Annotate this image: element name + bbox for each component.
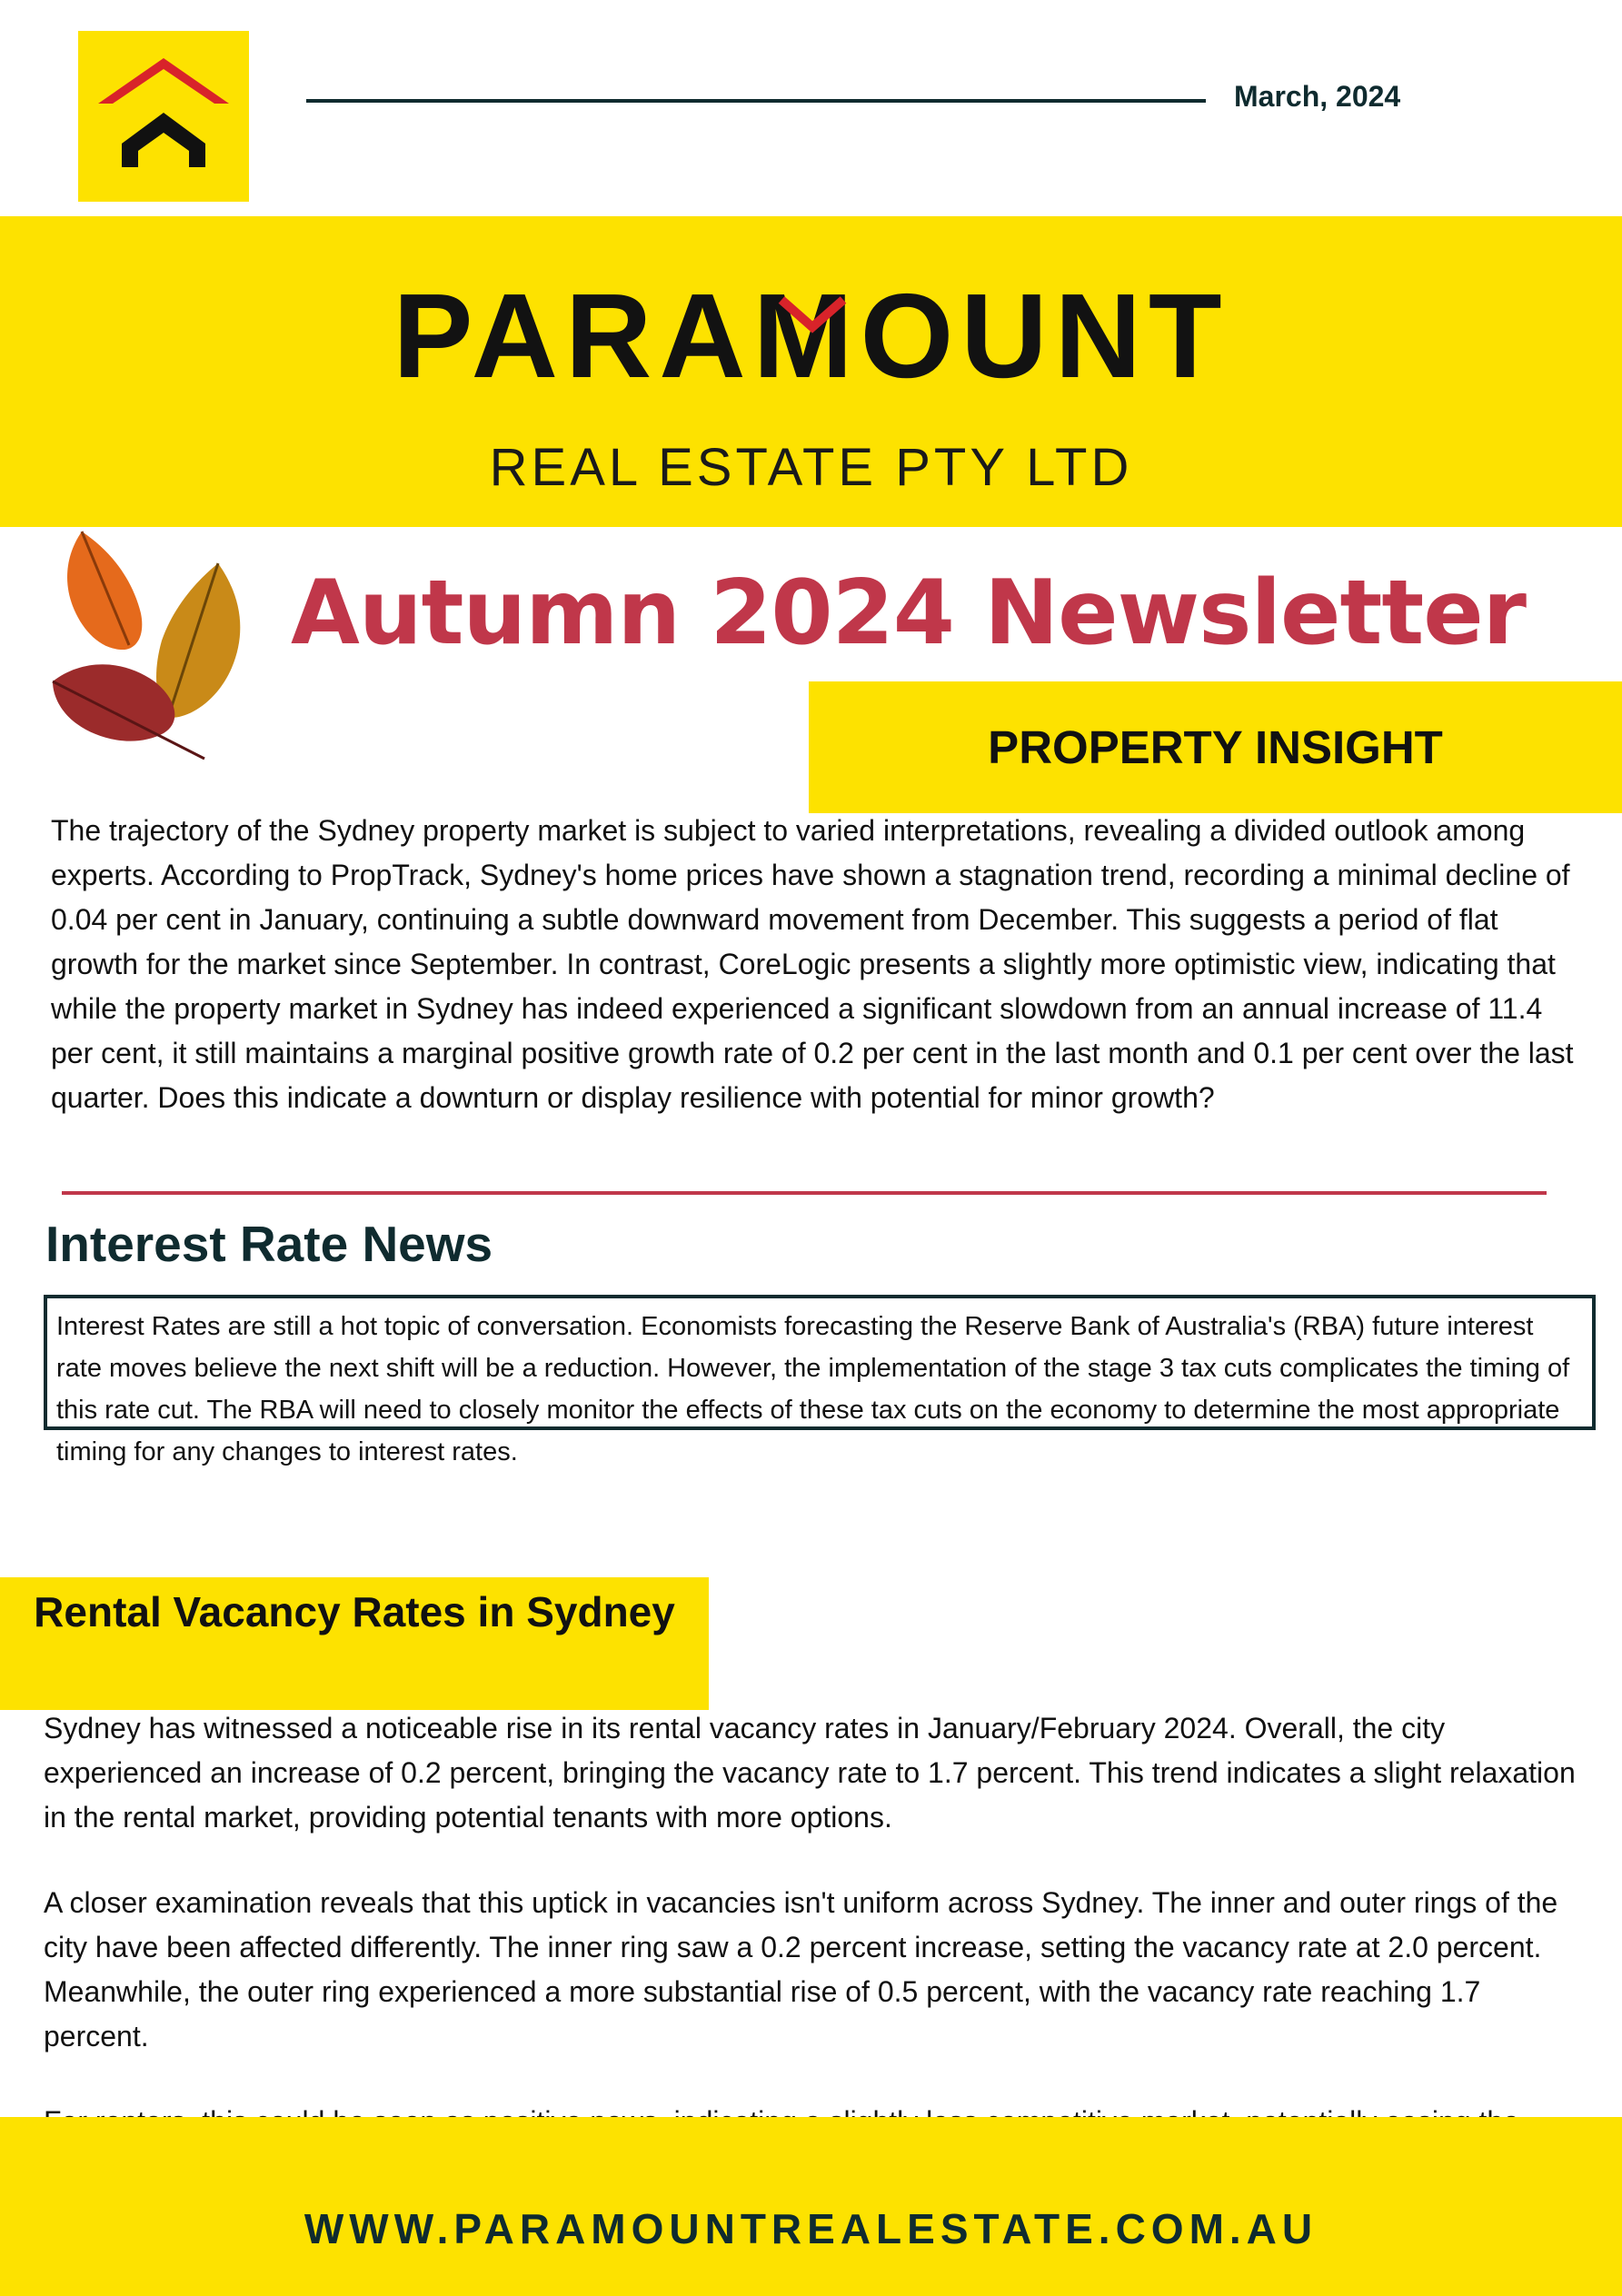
intro-paragraph: The trajectory of the Sydney property market is subject to varied interpretations, revealing a divided outlook among experts. According to PropTrack, Sydney's home prices have shown a stagnation trend, recording a minimal decline of 0.04 per cent in January, continuing a subtle downward movement from December. This suggests a period of flat growth for the market since September. In contrast, CoreLogic presents a slightly more optimistic view, indicating that while the property market in Sydney has indeed experienced a significant slowdown from an annual increase of 11.4 per cent, it still maintains a marginal positive growth rate of 0.2 per cent in the last month and 0.1 per cent over the last quarter. Does this indicate a downturn or display resilience with potential for minor growth? [51,814,1574,1114]
house-icon [78,31,249,202]
header-rule [306,99,1206,103]
autumn-leaves-icon [45,522,264,772]
interest-rate-body: Interest Rates are still a hot topic of conversation. Economists forecasting the Reserve Bank of Australia's (RBA) future interest rate moves believe the next shift will be a reduction. However, the implementation of the stage 3 tax cuts complicates the timing of this rate cut. The RBA will need to closely monitor the effects of these tax cuts on the economy to determine the most appropriate timing for any changes to interest rates. [56,1312,1570,1466]
brand-banner [0,216,1622,527]
rental-paragraph: Sydney has witnessed a noticeable rise in its rental vacancy rates in January/February 2024. Overall, the city experienced an increase of 0.2 percent, bringing the vacancy rate to 1.7 percent. This trend indicates a slight relaxation in the rental market, providing potential tenants with more options. [44,1712,1576,1834]
issue-date: March, 2024 [1234,80,1401,113]
interest-rate-box [44,1295,1596,1466]
rental-heading-banner [0,1577,709,1710]
rental-paragraph: A closer examination reveals that this uptick in vacancies isn't uniform across Sydney. The inner and outer rings of the city have been affected differently. The inner ring saw a 0.2 percent increase, setting the vacancy rate at 2.0 percent. Meanwhile, the outer ring experienced a more substantial rise of 0.5 percent, with the vacancy rate reaching 1.7 percent. [44,1886,1558,2052]
brand-subtitle: REAL ESTATE PTY LTD [489,438,1133,497]
brand-name: PARAMOUNT [393,269,1229,403]
chevron-down-icon [776,294,849,336]
rental-heading: Rental Vacancy Rates in Sydney [34,1588,675,1635]
website-link[interactable]: WWW.PARAMOUNTREALESTATE.COM.AU [304,2205,1318,2252]
property-insight-banner [809,681,1622,813]
newsletter-title: Autumn 2024 Newsletter [291,562,1526,665]
section-label: PROPERTY INSIGHT [988,721,1443,773]
footer-banner [0,2117,1622,2296]
house-logo [78,31,249,202]
interest-rate-heading: Interest Rate News [45,1216,493,1272]
section-divider [62,1191,1547,1195]
